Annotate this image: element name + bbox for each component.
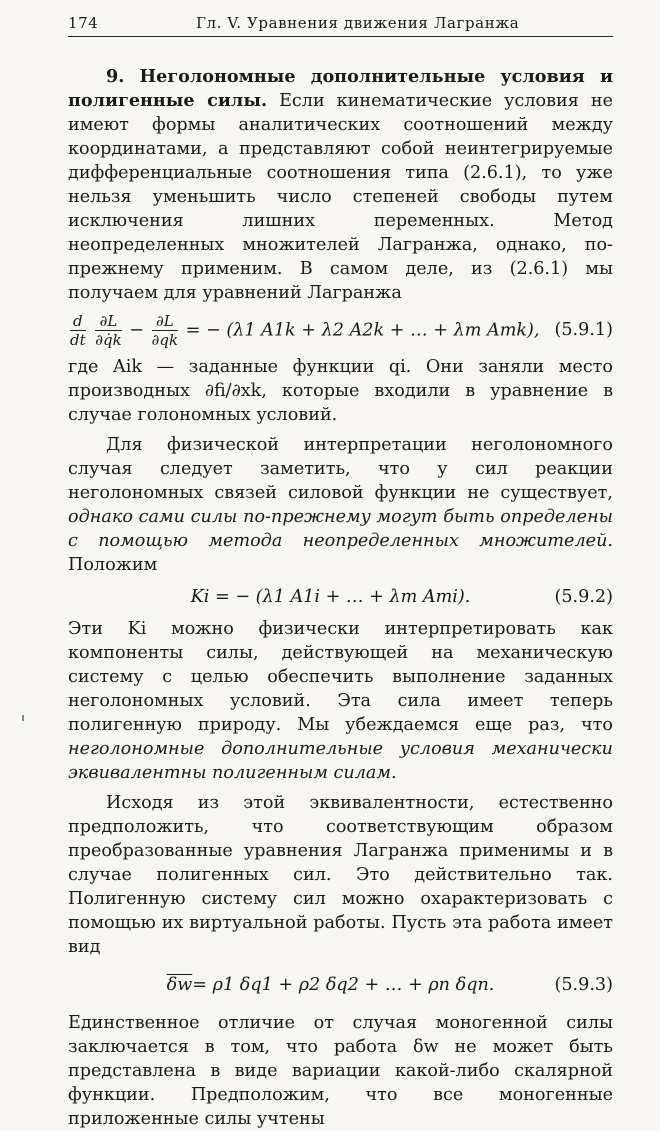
page-number: 174 [68, 14, 99, 32]
section-title: 9. Неголономные дополнительные условия и полигенные силы. [68, 66, 613, 111]
equation-5-9-2 [68, 577, 613, 617]
equation-5-9-3-number: (5.9.3) [554, 975, 613, 995]
minus-sign: − [129, 320, 145, 340]
frac-d-dt [70, 312, 86, 349]
section-intro-text: Если кинематические условия не имеют формы аналитических соотношений между координатами, а представляют собой неинтегрируемые дифференциальные соотношения типа (2.6.1), то уже нельзя уменьшить число степеней свободы путем исключения лишних переменных. Метод неопределенных множителей Лагранжа, однако, по-прежнему применим. В самом деле, из (2.6.1) мы получаем для уравнений Лагранжа [68, 91, 613, 303]
paragraph-equivalence: Исходя из этой эквивалентности, естественно предположить, что соответствующим образом преобразованные уравнения Лагранжа применимы и в случае полигенных сил. Это действительно так. Полигенную систему сил можно охарактеризовать с помощью их виртуальной работы. Пусть эта работа имеет вид [68, 793, 613, 957]
equation-5-9-1-formula [68, 312, 540, 349]
ki-text: Эти Ki можно физически интерпретировать как компоненты силы, действующей на механическую систему с целью обеспечить выполнение заданных неголономных условий. Эта сила имеет теперь полигенную природу. Мы убеждаемся еще раз, что [68, 619, 613, 735]
frac-dl-dqdot [95, 312, 121, 349]
paragraph-interpretation [68, 433, 613, 577]
paragraph-aik: где Aik — заданные функции qi. Они заняли место производных ∂fi/∂xk, которые входили в уравнение в случае голономных условий. [68, 357, 613, 425]
frac-dq: ∂qk [151, 330, 179, 349]
frac-dt: dt [70, 330, 86, 349]
frac-d: d [70, 312, 86, 331]
interpretation-tail: Положим [68, 555, 158, 575]
interpretation-emphasis: однако сами силы по-прежнему могут быть определены с помощью метода неопределенных множителей. [68, 507, 613, 551]
equation-5-9-3 [68, 959, 613, 1011]
frac-dl-2: ∂L [152, 312, 178, 331]
paragraph-ki [68, 617, 613, 785]
page [68, 14, 613, 1131]
frac-dqdot: ∂q̇k [95, 330, 122, 349]
paragraph-section-intro [68, 65, 613, 305]
equation-5-9-1-number: (5.9.1) [554, 320, 613, 340]
equation-5-9-2-formula: Ki = − (λ1 A1i + … + λm Ami). [190, 587, 471, 607]
virtual-work-symbol: $\overline{\delta w}$ [166, 975, 193, 995]
equation-5-9-2-number: (5.9.2) [554, 587, 613, 607]
equation-5-9-3-formula [68, 975, 533, 995]
frac-dl-dq [152, 312, 178, 349]
equation-5-9-1 [68, 305, 613, 355]
equation-5-9-3-rhs: = ρ1 δq1 + ρ2 δq2 + … + ρn δqn. [192, 975, 495, 995]
ki-emphasis: неголономные дополнительные условия механически эквивалентны полигенным силам. [68, 739, 613, 783]
interpretation-text: Для физической интерпретации неголономного случая следует заметить, что у сил реакции неголономных связей силовой функции не существует, [68, 435, 613, 503]
running-header [68, 14, 613, 37]
margin-mark [22, 715, 24, 721]
frac-dl-1: ∂L [95, 312, 121, 331]
running-title: Гл. V. Уравнения движения Лагранжа [196, 14, 520, 32]
equation-5-9-1-rhs: = − (λ1 A1k + λ2 A2k + … + λm Amk), [185, 320, 540, 340]
paragraph-monogenic: Единственное отличие от случая моногенной силы заключается в том, что работа δw не может быть представлена в виде вариации какой-либо скалярной функции. Предположим, что все моногенные приложенные силы учтены [68, 1013, 613, 1129]
